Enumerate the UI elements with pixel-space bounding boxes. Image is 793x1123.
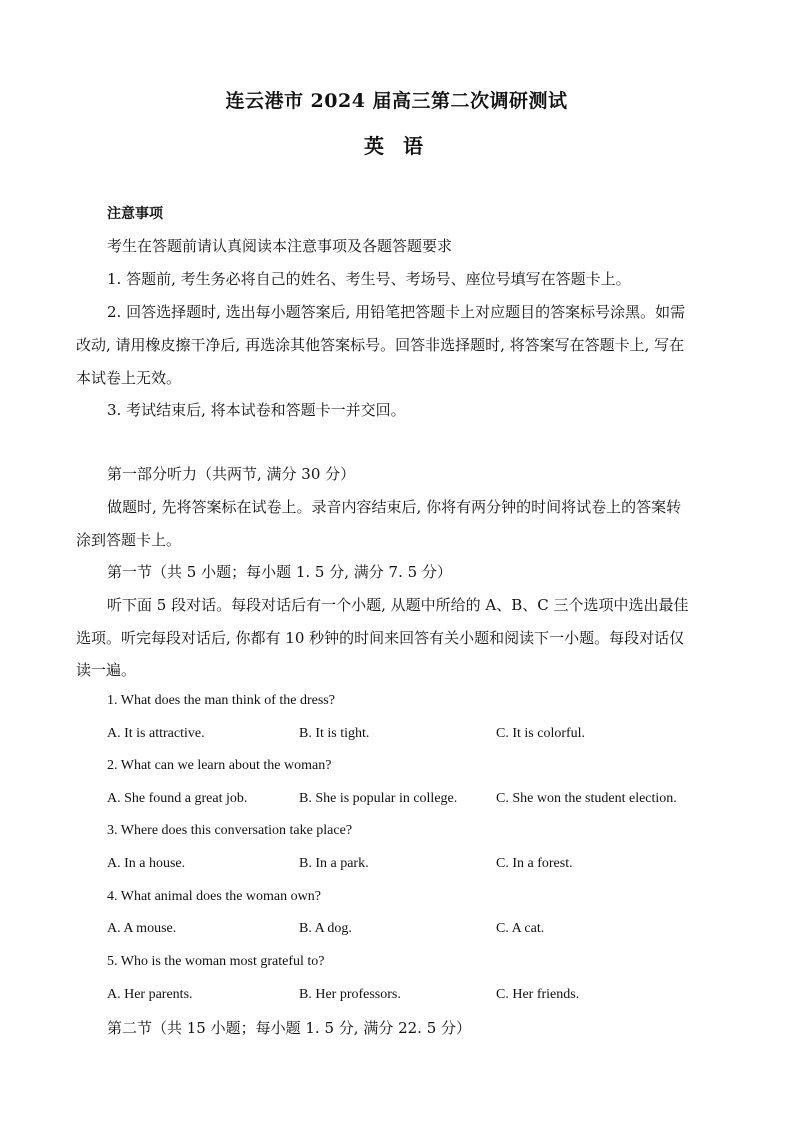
question-5-option-c: C. Her friends. [496,987,580,1002]
question-4-option-b: B. A dog. [299,921,352,936]
question-4-text: 4. What animal does the woman own? [107,889,321,904]
question-4-option-a: A. A mouse. [107,921,177,936]
notice-heading: 注意事项 [107,206,163,222]
section1-instruction-line-2: 选项。听完每段对话后, 你都有 10 秒钟的时间来回答有关小题和阅读下一小题。每段对话仅 [76,629,685,647]
question-3-option-c: C. In a forest. [496,856,573,871]
notice-item-1: 1. 答题前, 考生务必将自己的姓名、考生号、考场号、座位号填写在答题卡上。 [107,270,631,288]
question-2-text: 2. What can we learn about the woman? [107,758,332,773]
question-1-option-c: C. It is colorful. [496,726,586,741]
exam-subject: 英 语 [364,134,429,158]
question-2-option-a: A. She found a great job. [107,791,248,806]
exam-title: 连云港市 2024 届高三第二次调研测试 [225,90,568,112]
question-5-text: 5. Who is the woman most grateful to? [107,954,325,969]
part1-instruction-line-2: 涂到答题卡上。 [76,531,182,549]
question-1-option-b: B. It is tight. [299,726,370,741]
notice-item-2-line-2: 改动, 请用橡皮擦干净后, 再选涂其他答案标号。回答非选择题时, 将答案写在答题卡上, 写在 [76,336,685,354]
question-5-option-b: B. Her professors. [299,987,401,1002]
section2-heading: 第二节（共 15 小题；每小题 1. 5 分, 满分 22. 5 分） [107,1019,472,1037]
question-3-option-a: A. In a house. [107,856,186,871]
question-5-option-a: A. Her parents. [107,987,193,1002]
section1-instruction-line-1: 听下面 5 段对话。每段对话后有一个小题, 从题中所给的 A、B、C 三个选项中选出最佳 [107,596,689,614]
notice-item-2-line-3: 本试卷上无效。 [76,369,182,387]
question-1-text: 1. What does the man think of the dress? [107,693,335,708]
question-3-text: 3. Where does this conversation take place? [107,823,353,838]
question-4-option-c: C. A cat. [496,921,545,936]
question-1-option-a: A. It is attractive. [107,726,205,741]
notice-intro: 考生在答题前请认真阅读本注意事项及各题答题要求 [107,237,453,255]
section1-heading: 第一节（共 5 小题；每小题 1. 5 分, 满分 7. 5 分） [107,563,452,581]
section1-instruction-line-3: 读一遍。 [76,661,137,679]
question-2-option-c: C. She won the student election. [496,791,677,806]
part1-heading: 第一部分听力（共两节, 满分 30 分） [107,465,356,483]
question-3-option-b: B. In a park. [299,856,369,871]
part1-instruction-line-1: 做题时, 先将答案标在试卷上。录音内容结束后, 你将有两分钟的时间将试卷上的答案转 [107,498,682,516]
notice-item-3: 3. 考试结束后, 将本试卷和答题卡一并交回。 [107,401,406,419]
notice-item-2-line-1: 2. 回答选择题时, 选出每小题答案后, 用铅笔把答题卡上对应题目的答案标号涂黑。如需 [107,303,686,321]
question-2-option-b: B. She is popular in college. [299,791,458,806]
